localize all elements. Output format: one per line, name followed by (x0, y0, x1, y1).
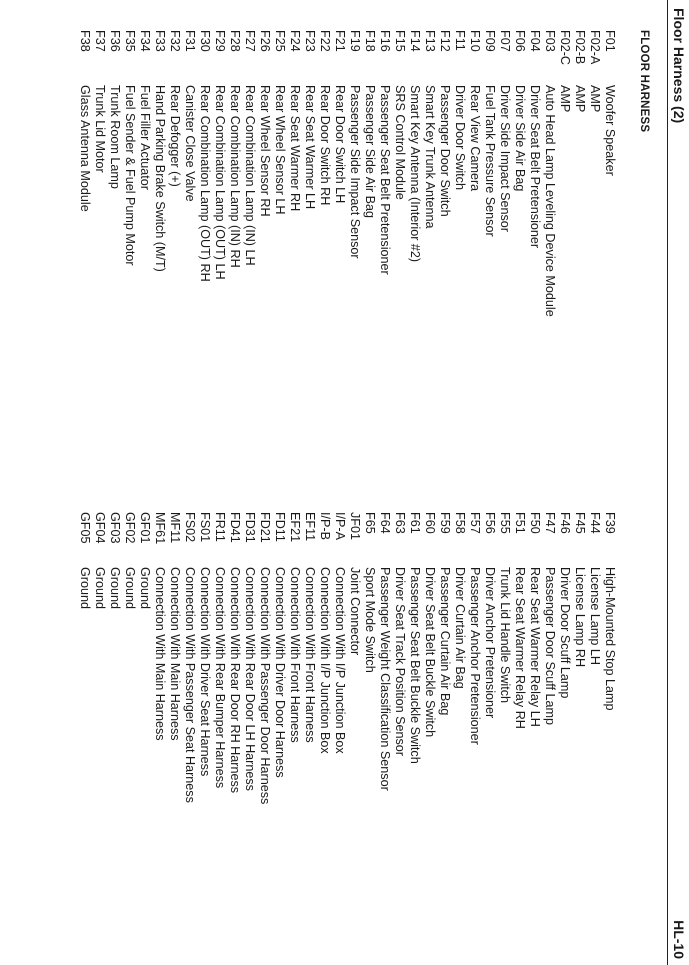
connector-row (92, 30, 107, 470)
connector-code: F36 (108, 30, 122, 52)
connector-code: F03 (543, 30, 557, 52)
connector-description: Ground (138, 567, 152, 610)
connector-description: Trunk Room Lamp (108, 85, 122, 189)
connector-row (347, 512, 362, 952)
connector-description: Passenger Weight Classification Sensor (378, 567, 392, 791)
connector-code: I/P-A (333, 512, 347, 540)
connector-description: Connection With Main Harness (153, 567, 167, 741)
connector-description: Passenger Seat Belt Buckle Switch (408, 567, 422, 764)
connector-row (542, 30, 557, 470)
connector-description: Connection With Rear Bumper Harness (213, 567, 227, 789)
connector-description: Ground (78, 567, 92, 610)
connector-description: Driver Seat Belt Pretensioner (528, 85, 542, 249)
connector-row (392, 512, 407, 952)
connector-row (572, 30, 587, 470)
connector-code: F30 (198, 30, 212, 52)
connector-code: FD21 (258, 512, 272, 543)
connector-row (137, 30, 152, 470)
connector-code: F57 (468, 512, 482, 534)
connector-row (197, 512, 212, 952)
connector-code: F24 (288, 30, 302, 52)
connector-row (512, 30, 527, 470)
connector-code: GF05 (78, 512, 92, 544)
connector-description: Driver Anchor Pretensioner (483, 567, 497, 719)
connector-row (317, 512, 332, 952)
connector-code: F29 (213, 30, 227, 52)
connector-row (167, 512, 182, 952)
connector-description: Driver Seat Belt Buckle Switch (423, 567, 437, 738)
connector-row (332, 30, 347, 470)
connector-code: F33 (153, 30, 167, 52)
connector-description: Auto Head Lamp Leveling Device Module (543, 85, 557, 317)
connector-code: F55 (498, 512, 512, 534)
connector-row (362, 512, 377, 952)
connector-row (212, 512, 227, 952)
connector-code: GF01 (138, 512, 152, 544)
connector-row (272, 512, 287, 952)
connector-description: Connection With Front Harness (303, 567, 317, 743)
connector-code: F04 (528, 30, 542, 52)
connector-description: Ground (108, 567, 122, 610)
connector-description: Rear Seat Warmer LH (303, 85, 317, 210)
connector-code: FD31 (243, 512, 257, 543)
connector-row (227, 512, 242, 952)
connector-code: FS01 (198, 512, 212, 543)
connector-row (437, 30, 452, 470)
section-title: FLOOR HARNESS (638, 30, 650, 133)
connector-description: Trunk Lid Handle Switch (498, 567, 512, 704)
connector-row (527, 512, 542, 952)
connector-description: Driver Seat Track Position Sensor (393, 567, 407, 756)
connector-code: MF61 (153, 512, 167, 545)
connector-code: F60 (423, 512, 437, 534)
connector-row (467, 512, 482, 952)
connector-row (287, 512, 302, 952)
connector-description: Driver Side Air Bag (513, 85, 527, 192)
connector-description: Rear Combination Lamp (IN) RH (228, 85, 242, 268)
connector-description: Connection With Passenger Seat Harness (183, 567, 197, 803)
connector-description: SRS Control Module (393, 85, 407, 200)
connector-code: MF11 (168, 512, 182, 544)
connector-row (77, 512, 92, 952)
connector-code: F45 (573, 512, 587, 534)
connector-row (242, 30, 257, 470)
connector-description: Passenger Side Air Bag (363, 85, 377, 219)
connector-code: F26 (258, 30, 272, 52)
header-divider (667, 0, 668, 965)
connector-row (272, 30, 287, 470)
connector-code: F32 (168, 30, 182, 52)
connector-row (377, 30, 392, 470)
connector-row (197, 30, 212, 470)
connector-description: Woofer Speaker (603, 85, 617, 176)
connector-description: Ground (123, 567, 137, 610)
connector-code: GF02 (123, 512, 137, 544)
connector-description: Driver Side Impact Sensor (498, 85, 512, 232)
connector-description: Driver Door Switch (453, 85, 467, 190)
connector-row (302, 30, 317, 470)
connector-code: F64 (378, 512, 392, 534)
connector-row (392, 30, 407, 470)
connector-code: F01 (603, 30, 617, 52)
connector-description: Smart Key Trunk Antenna (423, 85, 437, 229)
connector-row (362, 30, 377, 470)
connector-description: Passenger Anchor Pretensioner (468, 567, 482, 745)
connector-code: F11 (453, 30, 467, 51)
connector-code: F16 (378, 30, 392, 52)
connector-description: Hand Parking Brake Switch (M/T) (153, 85, 167, 272)
connector-code: GF03 (108, 512, 122, 544)
connector-row (557, 512, 572, 952)
connector-description: Driver Door Scuff Lamp (558, 567, 572, 699)
connector-description: High-Mounted Stop Lamp (603, 567, 617, 711)
connector-row (77, 30, 92, 470)
connector-description: Connection With Rear Door RH Harness (228, 567, 242, 794)
connector-description: Rear Seat Warmer Relay RH (513, 567, 527, 729)
connector-code: F39 (603, 512, 617, 534)
connector-row (107, 512, 122, 952)
connector-row (152, 30, 167, 470)
connector-code: F56 (483, 512, 497, 534)
connector-row (182, 30, 197, 470)
connector-description: Ground (93, 567, 107, 610)
connector-description: Trunk Lid Motor (93, 85, 107, 173)
connector-code: F02-B (573, 30, 587, 65)
connector-row (482, 30, 497, 470)
connector-code: JF01 (348, 512, 362, 540)
connector-code: F09 (483, 30, 497, 52)
connector-list-left (77, 30, 617, 470)
connector-code: FD41 (228, 512, 242, 543)
connector-row (467, 30, 482, 470)
connector-description: Passenger Side Impact Sensor (348, 85, 362, 259)
connector-row (437, 512, 452, 952)
connector-code: F19 (348, 30, 362, 52)
connector-code: F35 (123, 30, 137, 52)
connector-description: Connection With I/P Junction Box (318, 567, 332, 754)
connector-code: F44 (588, 512, 602, 534)
connector-list-right (77, 512, 617, 952)
connector-code: F06 (513, 30, 527, 52)
connector-description: Passenger Door Scuff Lamp (543, 567, 557, 725)
connector-description: License Lamp RH (573, 567, 587, 668)
connector-code: F31 (183, 30, 197, 52)
connector-row (452, 30, 467, 470)
connector-description: Rear Door Switch LH (333, 85, 347, 204)
connector-description: Passenger Seat Belt Pretensioner (378, 85, 392, 275)
connector-row (332, 512, 347, 952)
connector-code: F46 (558, 512, 572, 534)
connector-description: Passenger Door Switch (438, 85, 452, 217)
connector-row (242, 512, 257, 952)
connector-description: Rear View Camera (468, 85, 482, 192)
connector-description: Connection With Passenger Door Harness (258, 567, 272, 805)
connector-code: F10 (468, 30, 482, 52)
connector-row (212, 30, 227, 470)
connector-description: Fuel Filler Actuator (138, 85, 152, 190)
connector-code: F23 (303, 30, 317, 52)
connector-row (302, 512, 317, 952)
connector-description: Connection With Driver Seat Harness (198, 567, 212, 777)
connector-description: Connection With Rear Door LH Harness (243, 567, 257, 791)
connector-description: Glass Antenna Module (78, 85, 92, 212)
connector-row (182, 512, 197, 952)
connector-code: F27 (243, 30, 257, 52)
connector-row (452, 512, 467, 952)
connector-row (287, 30, 302, 470)
connector-code: F65 (363, 512, 377, 534)
connector-code: I/P-B (318, 512, 332, 540)
connector-description: Smart Key Antenna (Interior #2) (408, 85, 422, 263)
connector-code: F25 (273, 30, 287, 52)
connector-description: Fuel Sender & Fuel Pump Motor (123, 85, 137, 266)
connector-description: License Lamp LH (588, 567, 602, 666)
connector-row (347, 30, 362, 470)
connector-code: GF04 (93, 512, 107, 544)
connector-row (257, 512, 272, 952)
connector-description: Connection With Driver Door Harness (273, 567, 287, 778)
connector-description: Canister Close Valve (183, 85, 197, 202)
connector-code: F13 (423, 30, 437, 52)
connector-description: Sport Mode Switch (363, 567, 377, 673)
connector-description: Joint Connector (348, 567, 362, 656)
connector-code: EF21 (288, 512, 302, 543)
connector-code: F51 (513, 512, 527, 534)
connector-row (422, 512, 437, 952)
connector-row (407, 30, 422, 470)
connector-description: Connection With Front Harness (288, 567, 302, 743)
connector-row (317, 30, 332, 470)
connector-description: Rear Combination Lamp (OUT) RH (198, 85, 212, 282)
connector-row (602, 512, 617, 952)
connector-code: F18 (363, 30, 377, 52)
connector-row (542, 512, 557, 952)
connector-description: Connection With Main Harness (168, 567, 182, 741)
connector-row (497, 30, 512, 470)
connector-row (602, 30, 617, 470)
connector-description: Driver Curtain Air Bag (453, 567, 467, 689)
connector-row (227, 30, 242, 470)
connector-description: Rear Seat Warmer RH (288, 85, 302, 212)
connector-description: AMP (588, 85, 602, 113)
connector-code: F34 (138, 30, 152, 52)
connector-row (377, 512, 392, 952)
connector-code: FD11 (273, 512, 287, 542)
connector-code: F07 (498, 30, 512, 52)
connector-code: F50 (528, 512, 542, 534)
connector-code: F15 (393, 30, 407, 52)
connector-description: Passenger Curtain Air Bag (438, 567, 452, 716)
connector-code: FS02 (183, 512, 197, 543)
connector-row (512, 512, 527, 952)
connector-row (572, 512, 587, 952)
connector-description: Rear Seat Warmer Relay LH (528, 567, 542, 727)
connector-code: F63 (393, 512, 407, 534)
connector-description: Fuel Tank Pressure Sensor (483, 85, 497, 237)
connector-description: AMP (573, 85, 587, 113)
connector-description: Rear Wheel Sensor LH (273, 85, 287, 215)
connector-row (107, 30, 122, 470)
connector-row (122, 512, 137, 952)
connector-code: F02-C (558, 30, 572, 65)
connector-row (482, 512, 497, 952)
connector-code: F61 (408, 512, 422, 534)
connector-row (527, 30, 542, 470)
connector-row (497, 512, 512, 952)
connector-row (557, 30, 572, 470)
connector-row (587, 30, 602, 470)
connector-description: AMP (558, 85, 572, 113)
connector-code: F14 (408, 30, 422, 52)
connector-description: Connection With I/P Junction Box (333, 567, 347, 754)
connector-description: Rear Defogger (+) (168, 85, 182, 187)
connector-code: F02-A (588, 30, 602, 65)
connector-code: F22 (318, 30, 332, 52)
connector-row (587, 512, 602, 952)
connector-code: F59 (438, 512, 452, 534)
connector-row (122, 30, 137, 470)
connector-code: F28 (228, 30, 242, 52)
connector-row (152, 512, 167, 952)
connector-code: F12 (438, 30, 452, 52)
connector-code: F47 (543, 512, 557, 534)
connector-code: EF11 (303, 512, 317, 542)
connector-code: F58 (453, 512, 467, 534)
connector-row (257, 30, 272, 470)
connector-description: Rear Combination Lamp (OUT) LH (213, 85, 227, 280)
page-code: HL-10 (671, 920, 687, 959)
connector-code: F21 (333, 30, 347, 52)
connector-row (167, 30, 182, 470)
connector-code: FR11 (213, 512, 227, 542)
connector-code: F37 (93, 30, 107, 52)
connector-row (422, 30, 437, 470)
page-title: Floor Harness (2) (671, 8, 687, 124)
connector-description: Rear Combination Lamp (IN) LH (243, 85, 257, 266)
connector-row (407, 512, 422, 952)
connector-description: Rear Wheel Sensor RH (258, 85, 272, 217)
connector-code: F38 (78, 30, 92, 52)
connector-row (137, 512, 152, 952)
connector-description: Rear Door Switch RH (318, 85, 332, 206)
connector-row (92, 512, 107, 952)
